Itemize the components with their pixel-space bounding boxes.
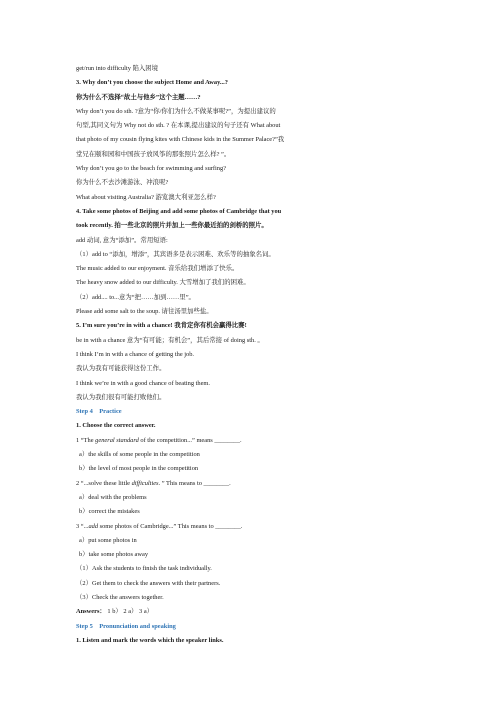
example-sentence: The music added to our enjoyment. 音乐给我们增添了快乐。: [76, 265, 239, 273]
option: b）take some photos away: [79, 551, 149, 559]
step-4-number: Step 4: [76, 408, 93, 416]
answers-line: [76, 605, 366, 619]
point-3-translation: 你为什么不选择“故土与他乡”这个主题……?: [76, 93, 201, 101]
example-translation: 你为什么不去沙滩游泳、冲浪呢?: [76, 179, 169, 187]
vocab-line: get/run into difficulty 陷入困境: [76, 65, 159, 72]
question-text: . ” This means to ________.: [158, 479, 231, 487]
example-sentence: Why don’t you go to the beach for swimming and surfing?: [76, 165, 227, 173]
step-5-number: Step 5: [76, 622, 93, 630]
point-4-translation: 拍一些北京的照片并加上一些你最近拍的剑桥的照片。: [114, 222, 268, 230]
example-sentence: What about visiting Australia? 游览澳大利亚怎么样?: [76, 193, 216, 201]
example-translation: 我认为我们很有可能打败他们。: [76, 393, 166, 401]
option: a）put some photos in: [79, 536, 137, 544]
explanation-line: add 动词, 意为“添加”。常用短语:: [76, 236, 168, 244]
step-5-title: Pronunciation and speaking: [99, 622, 176, 630]
procedure-step: （1）Ask the students to finish the task individually.: [76, 565, 212, 573]
step-4-title: Practice: [99, 408, 122, 416]
question-text: 3 “...: [76, 522, 89, 530]
explanation-line: （2）add.... to...意为“把……加到……里”。: [76, 293, 195, 301]
question-1: [76, 434, 366, 448]
option: b）the level of most people in the competition: [79, 465, 199, 473]
question-key-phrase: add: [88, 522, 99, 530]
point-4-heading: 4. Take some photos of Beijing and add some photos of Cambridge that you: [76, 207, 282, 215]
question-2: [76, 477, 366, 491]
example-sentence: The heavy snow added to our difficulty. 大雪增加了我们的困难。: [76, 279, 250, 287]
point-5-heading: 5. I’m sure you’re in with a chance! 我肯定你有机会赢得比赛!: [76, 322, 247, 330]
point-4-heading-end: took recently.: [76, 222, 113, 230]
option: a）the skills of some people in the competition: [79, 451, 200, 459]
procedure-step: （2）Get them to check the answers with their partners.: [76, 579, 221, 587]
exercise-heading: 1. Listen and mark the words which the speaker links.: [76, 636, 224, 644]
procedure-step: （3）Check the answers together.: [76, 593, 164, 601]
question-3: [76, 520, 366, 534]
question-text: 1 “The: [76, 436, 96, 444]
example-translation: 我认为我有可能获得这份工作。: [76, 365, 166, 373]
step-4-heading: [76, 405, 366, 419]
explanation-line: Why don’t you do sth. ?意为“你/你们为什么不做某事呢?”，为提出建议的: [76, 107, 276, 115]
option: b）correct the mistakes: [79, 508, 140, 516]
option: a）deal with the problems: [79, 493, 147, 501]
example-sentence: I think I’m in with a chance of getting the job.: [76, 350, 195, 358]
explanation-line: 堂兄在颐和园和中国孩子放风筝的那张照片怎么样? ”。: [76, 150, 231, 158]
answers-values: 1 b） 2 a） 3 a）: [105, 608, 154, 616]
example-sentence: I think we’re in with a good chance of beating them.: [76, 379, 210, 387]
question-text: some photos of Cambridge...” This means to ________.: [98, 522, 243, 530]
step-5-heading: [76, 620, 366, 634]
explanation-line: that photo of my cousin flying kites with Chinese kids in the Summer Palace?”我: [76, 136, 285, 144]
document-body: [76, 62, 366, 648]
explanation-line: 句型,其同义句为 Why not do sth. ? 在本课,提出建议的句子还有 What about: [76, 122, 281, 130]
explanation-line: （1）add to “添加，增添”，其宾语多是表示困难、欢乐等的抽象名词。: [76, 250, 275, 258]
point-4-heading-cont: [76, 219, 366, 233]
question-key-phrase: difficulties: [131, 479, 159, 487]
question-text: of the competition...” means ________.: [138, 436, 242, 444]
point-3-heading: 3. Why don’t you choose the subject Home and Away...?: [76, 79, 228, 87]
question-text: 2 “...solve these little: [76, 479, 132, 487]
answers-label: Answers：: [76, 608, 106, 616]
exercise-heading: 1. Choose the correct answer.: [76, 422, 156, 430]
explanation-line: be in with a chance 意为“有可能；有机会”，其后常接 of doing sth. 。: [76, 336, 264, 344]
example-sentence: Please add some salt to the soup. 请往汤里加些盐。: [76, 308, 213, 316]
question-key-phrase: general standard: [95, 436, 139, 444]
